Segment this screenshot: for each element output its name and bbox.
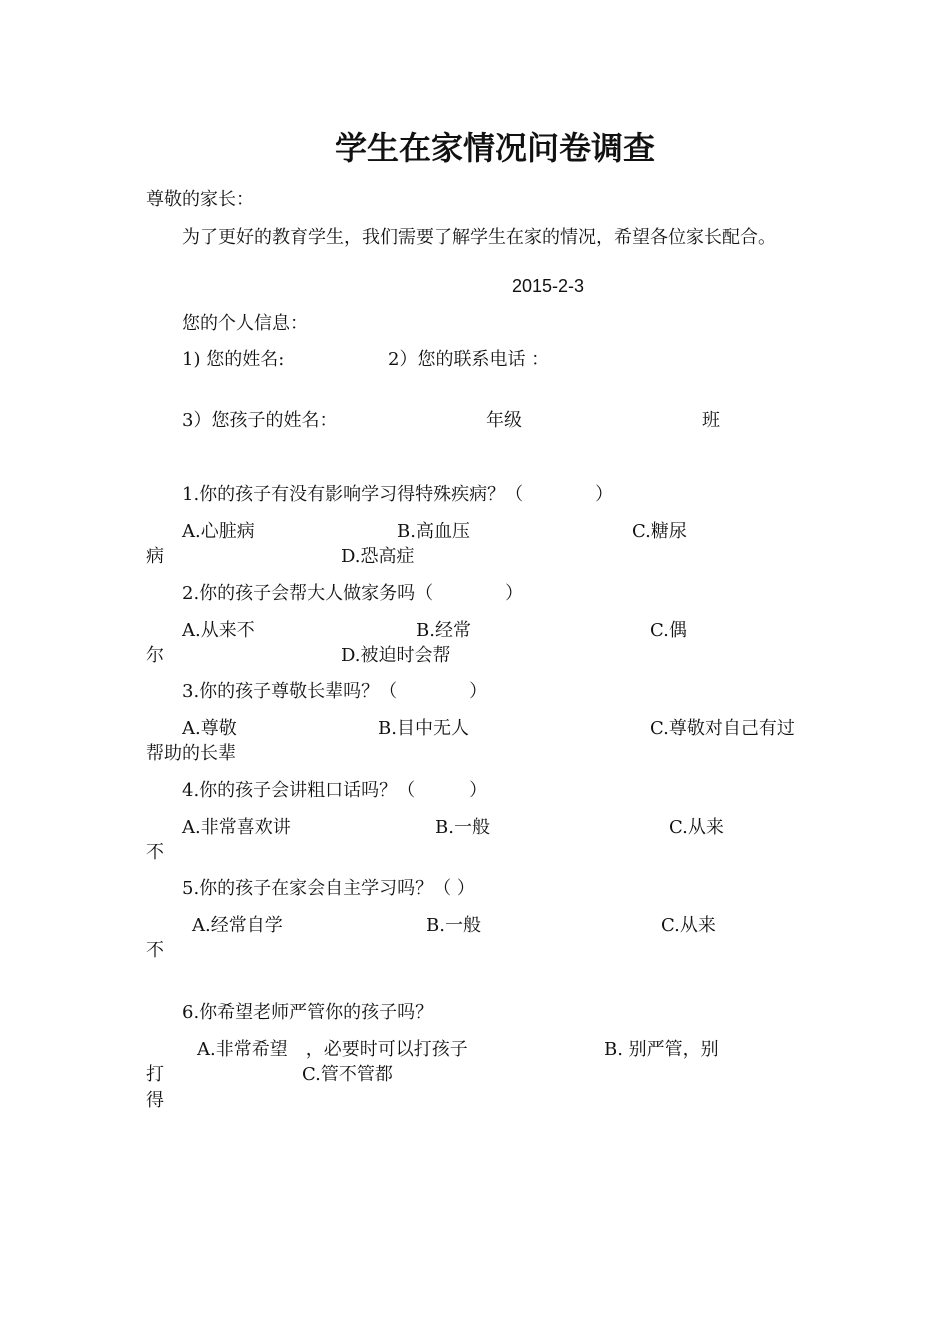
q2-option-b: B.经常 [416, 620, 471, 641]
q5-option-c: C.从来 [661, 915, 716, 936]
q2-option-c: C.偶 [650, 620, 687, 641]
intro-paragraph: 为了更好的教育学生，我们需要了解学生在家的情况，希望各位家长配合。 [182, 227, 776, 248]
q5-option-c-cont: 不 [146, 940, 164, 961]
q5-option-a: A.经常自学 [192, 915, 283, 936]
q3-option-c-cont: 帮助的长辈 [146, 743, 236, 764]
greeting: 尊敬的家长： [146, 189, 254, 210]
grade-field: 年级 [486, 410, 522, 431]
page-title: 学生在家情况问卷调查 [334, 129, 655, 167]
q1-option-d: D.恐高症 [341, 546, 415, 567]
question-6: 6.你希望老师严管你的孩子吗？ [182, 1002, 434, 1023]
child-name-field: 3）您孩子的姓名： [182, 410, 338, 431]
parent-name-field: 1) 您的姓名: [182, 349, 285, 370]
q4-option-b: B.一般 [435, 817, 490, 838]
question-2: 2.你的孩子会帮大人做家务吗（ ） [182, 583, 524, 604]
q1-option-b: B.高血压 [397, 521, 470, 542]
q3-option-b: B.目中无人 [378, 718, 469, 739]
class-field: 班 [702, 410, 720, 431]
question-3: 3.你的孩子尊敬长辈吗？（ ） [182, 681, 488, 702]
q2-option-a: A.从来不 [182, 620, 255, 641]
question-1: 1.你的孩子有没有影响学习得特殊疾病？（ ） [182, 484, 614, 505]
q1-option-a: A.心脏病 [182, 521, 255, 542]
question-4: 4.你的孩子会讲粗口话吗？（ ） [182, 780, 488, 801]
survey-date: 2015-2-3 [512, 276, 585, 296]
q5-option-b: B.一般 [426, 915, 481, 936]
q6-option-a: A.非常希望 ，必要时可以打孩子 [197, 1039, 468, 1060]
q6-option-c: C.管不管都 [302, 1064, 393, 1085]
q4-option-a: A.非常喜欢讲 [182, 817, 291, 838]
q6-option-b: B. 别严管，别 [604, 1039, 719, 1060]
q2-option-c-cont: 尔 [146, 645, 164, 666]
q3-option-a: A.尊敬 [182, 718, 237, 739]
question-5: 5.你的孩子在家会自主学习吗？（ ） [182, 878, 475, 899]
q4-option-c: C.从来 [669, 817, 724, 838]
q6-option-b-cont: 打 [146, 1064, 164, 1085]
q3-option-c: C.尊敬对自己有过 [650, 718, 795, 739]
q4-option-c-cont: 不 [146, 842, 164, 863]
q1-option-c: C.糖尿 [632, 521, 687, 542]
q2-option-d: D.被迫时会帮 [341, 645, 451, 666]
q1-option-c-cont: 病 [146, 546, 164, 567]
phone-field: 2）您的联系电话 ： [388, 349, 550, 370]
q6-option-c-cont: 得 [146, 1090, 164, 1111]
personal-info-heading: 您的个人信息： [182, 313, 308, 334]
